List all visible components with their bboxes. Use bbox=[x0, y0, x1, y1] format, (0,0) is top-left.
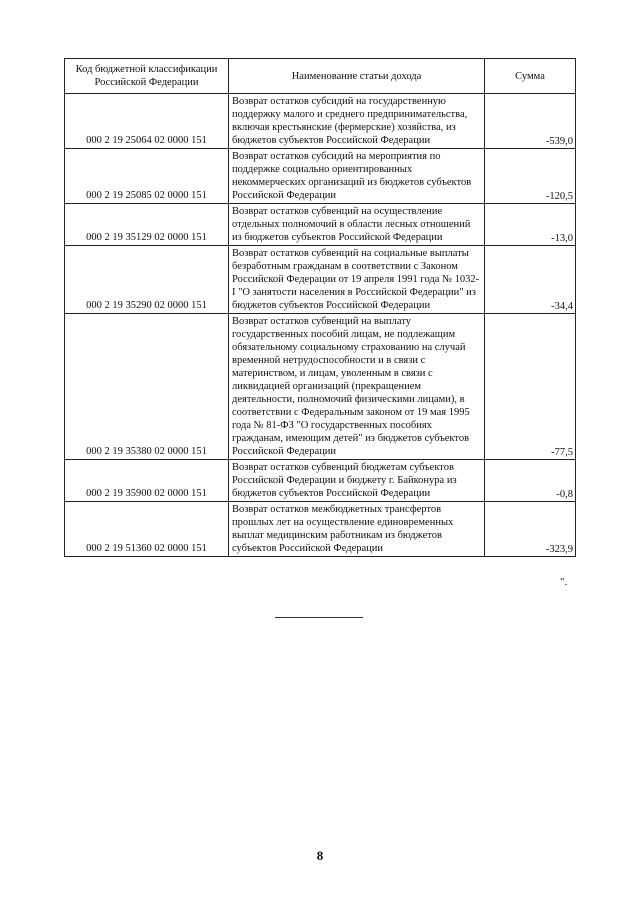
separator-line bbox=[275, 617, 363, 618]
row-name: Возврат остатков субсидий на мероприятия по поддержке социально ориентированных некоммерческих организаций из бюджетов субъектов Российской Федерации bbox=[229, 149, 485, 204]
header-sum: Сумма bbox=[485, 59, 576, 94]
budget-revenue-table bbox=[64, 58, 576, 557]
row-name: Возврат остатков межбюджетных трансфертов прошлых лет на осуществление единовременных выплат медицинским работникам из бюджетов субъектов Российской Федерации bbox=[229, 502, 485, 557]
row-sum: -77,5 bbox=[485, 314, 576, 460]
row-name: Возврат остатков субвенций на осуществление отдельных полномочий в области лесных отношений из бюджетов субъектов Российской Федерации bbox=[229, 204, 485, 246]
row-code: 000 2 19 35380 02 0000 151 bbox=[65, 314, 229, 460]
row-code: 000 2 19 25064 02 0000 151 bbox=[65, 94, 229, 149]
row-code: 000 2 19 35900 02 0000 151 bbox=[65, 460, 229, 502]
table-row bbox=[65, 94, 576, 149]
row-name: Возврат остатков субсидий на государственную поддержку малого и среднего предпринимательства, включая крестьянские (фермерские) хозяйства, из бюджетов субъектов Российской Федерации bbox=[229, 94, 485, 149]
header-name: Наименование статьи дохода bbox=[229, 59, 485, 94]
table-row bbox=[65, 502, 576, 557]
row-code: 000 2 19 51360 02 0000 151 bbox=[65, 502, 229, 557]
row-sum: -0,8 bbox=[485, 460, 576, 502]
table-row bbox=[65, 246, 576, 314]
row-sum: -323,9 bbox=[485, 502, 576, 557]
page-number: 8 bbox=[316, 848, 324, 863]
row-name: Возврат остатков субвенций на социальные выплаты безработным гражданам в соответствии с Законом Российской Федерации от 19 апреля 1991 года № 1032-I "О занятости населения в Российской Федерации" из бюджетов субъектов Российской Федерации bbox=[229, 246, 485, 314]
header-code: Код бюджетной классификации Российской Федерации bbox=[65, 59, 229, 94]
table-row bbox=[65, 149, 576, 204]
table-row bbox=[65, 204, 576, 246]
table-header-row bbox=[65, 59, 576, 94]
row-sum: -539,0 bbox=[485, 94, 576, 149]
closing-quote-mark: ". bbox=[560, 576, 568, 588]
table-row bbox=[65, 314, 576, 460]
row-name: Возврат остатков субвенций бюджетам субъектов Российской Федерации и бюджету г. Байконура из бюджетов субъектов Российской Федерации bbox=[229, 460, 485, 502]
table-row bbox=[65, 460, 576, 502]
row-code: 000 2 19 35290 02 0000 151 bbox=[65, 246, 229, 314]
row-sum: -13,0 bbox=[485, 204, 576, 246]
row-sum: -34,4 bbox=[485, 246, 576, 314]
row-sum: -120,5 bbox=[485, 149, 576, 204]
row-code: 000 2 19 25085 02 0000 151 bbox=[65, 149, 229, 204]
row-code: 000 2 19 35129 02 0000 151 bbox=[65, 204, 229, 246]
row-name: Возврат остатков субвенций на выплату государственных пособий лицам, не подлежащим обязательному социальному страхованию на случай временной нетрудоспособности и в связи с материнством, и лицам, уволенным в связи с ликвидацией организаций (прекращением деятельности, полномочий физическими лицами), в соответствии с Федеральным законом от 19 мая 1995 года № 81-ФЗ "О государственных пособиях гражданам, имеющим детей" из бюджетов субъектов Российской Федерации bbox=[229, 314, 485, 460]
